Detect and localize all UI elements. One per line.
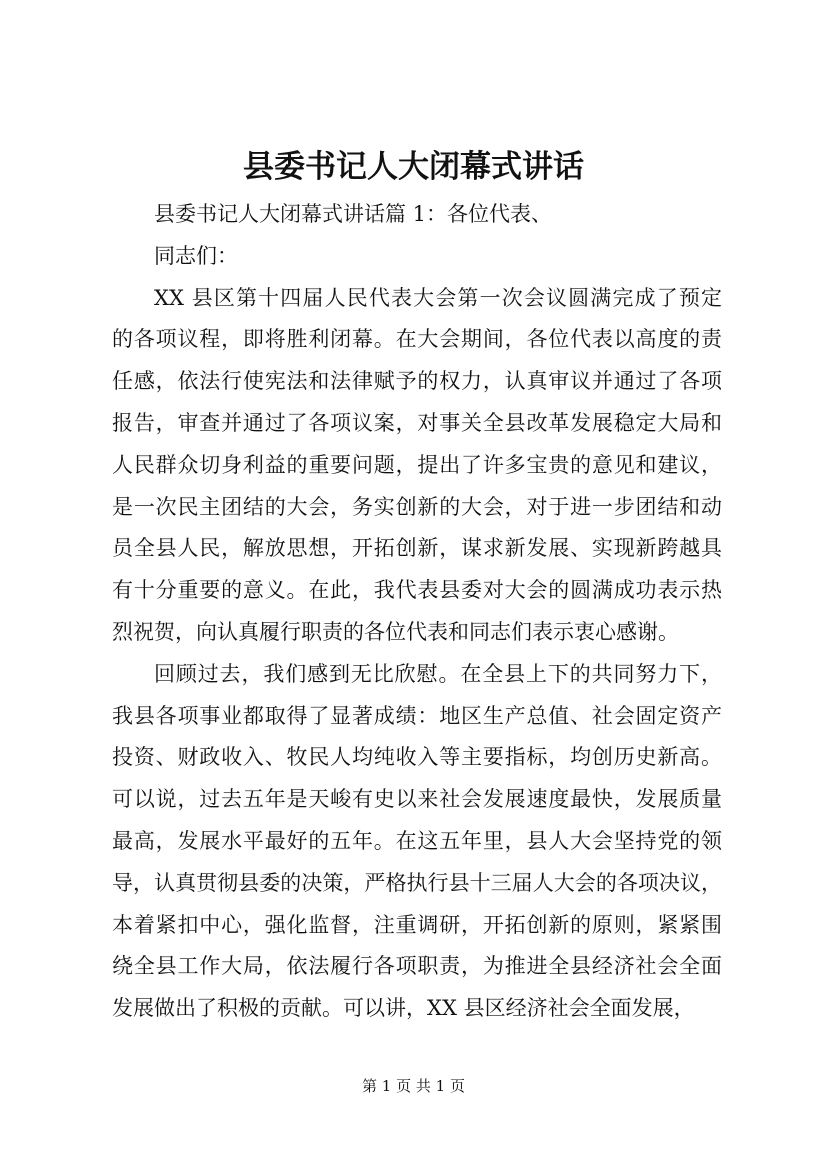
body-line: 同志们： — [154, 243, 238, 268]
body-line: XX 县区第十四届人民代表大会第一次会议圆满完成了预定 — [154, 285, 722, 310]
body-line: 的各项议程，即将胜利闭幕。在大会期间，各位代表以高度的责 — [112, 327, 722, 352]
body-line: 有十分重要的意义。在此，我代表县委对大会的圆满成功表示热 — [112, 578, 722, 603]
body-line: 可以说，过去五年是天峻有史以来社会发展速度最快，发展质量 — [112, 787, 722, 812]
body-line: 最高，发展水平最好的五年。在这五年里，县人大会坚持党的领 — [112, 828, 722, 853]
body-line: 投资、财政收入、牧民人均纯收入等主要指标，均创历史新高。 — [112, 745, 722, 770]
body-line: 回顾过去，我们感到无比欣慰。在全县上下的共同努力下， — [154, 661, 722, 686]
body-line: 员全县人民，解放思想，开拓创新，谋求新发展、实现新跨越具 — [112, 536, 722, 561]
body-line: 本着紧扣中心，强化监督，注重调研，开拓创新的原则，紧紧围 — [112, 912, 722, 937]
document-title: 县委书记人大闭幕式讲话 — [243, 149, 584, 185]
body-line: 报告，审查并通过了各项议案，对事关全县改革发展稳定大局和 — [112, 410, 722, 435]
document-body — [112, 194, 722, 1030]
body-line: 是一次民主团结的大会，务实创新的大会，对于进一步团结和动 — [112, 494, 722, 519]
page-footer: 第 1 页 共 1 页 — [362, 1077, 465, 1095]
body-line: 发展做出了积极的贡献。可以讲，XX 县区经济社会全面发展， — [112, 996, 695, 1021]
body-line: 任感，依法行使宪法和法律赋予的权力，认真审议并通过了各项 — [112, 369, 722, 394]
body-line: 我县各项事业都取得了显著成绩：地区生产总值、社会固定资产 — [112, 703, 722, 728]
body-line: 人民群众切身利益的重要问题，提出了许多宝贵的意见和建议， — [112, 452, 722, 477]
body-line: 烈祝贺，向认真履行职责的各位代表和同志们表示衷心感谢。 — [112, 619, 679, 644]
body-line: 导，认真贯彻县委的决策，严格执行县十三届人大会的各项决议， — [112, 870, 722, 895]
body-line: 绕全县工作大局，依法履行各项职责，为推进全县经济社会全面 — [112, 954, 722, 979]
body-line: 县委书记人大闭幕式讲话篇 1：各位代表、 — [154, 202, 553, 226]
